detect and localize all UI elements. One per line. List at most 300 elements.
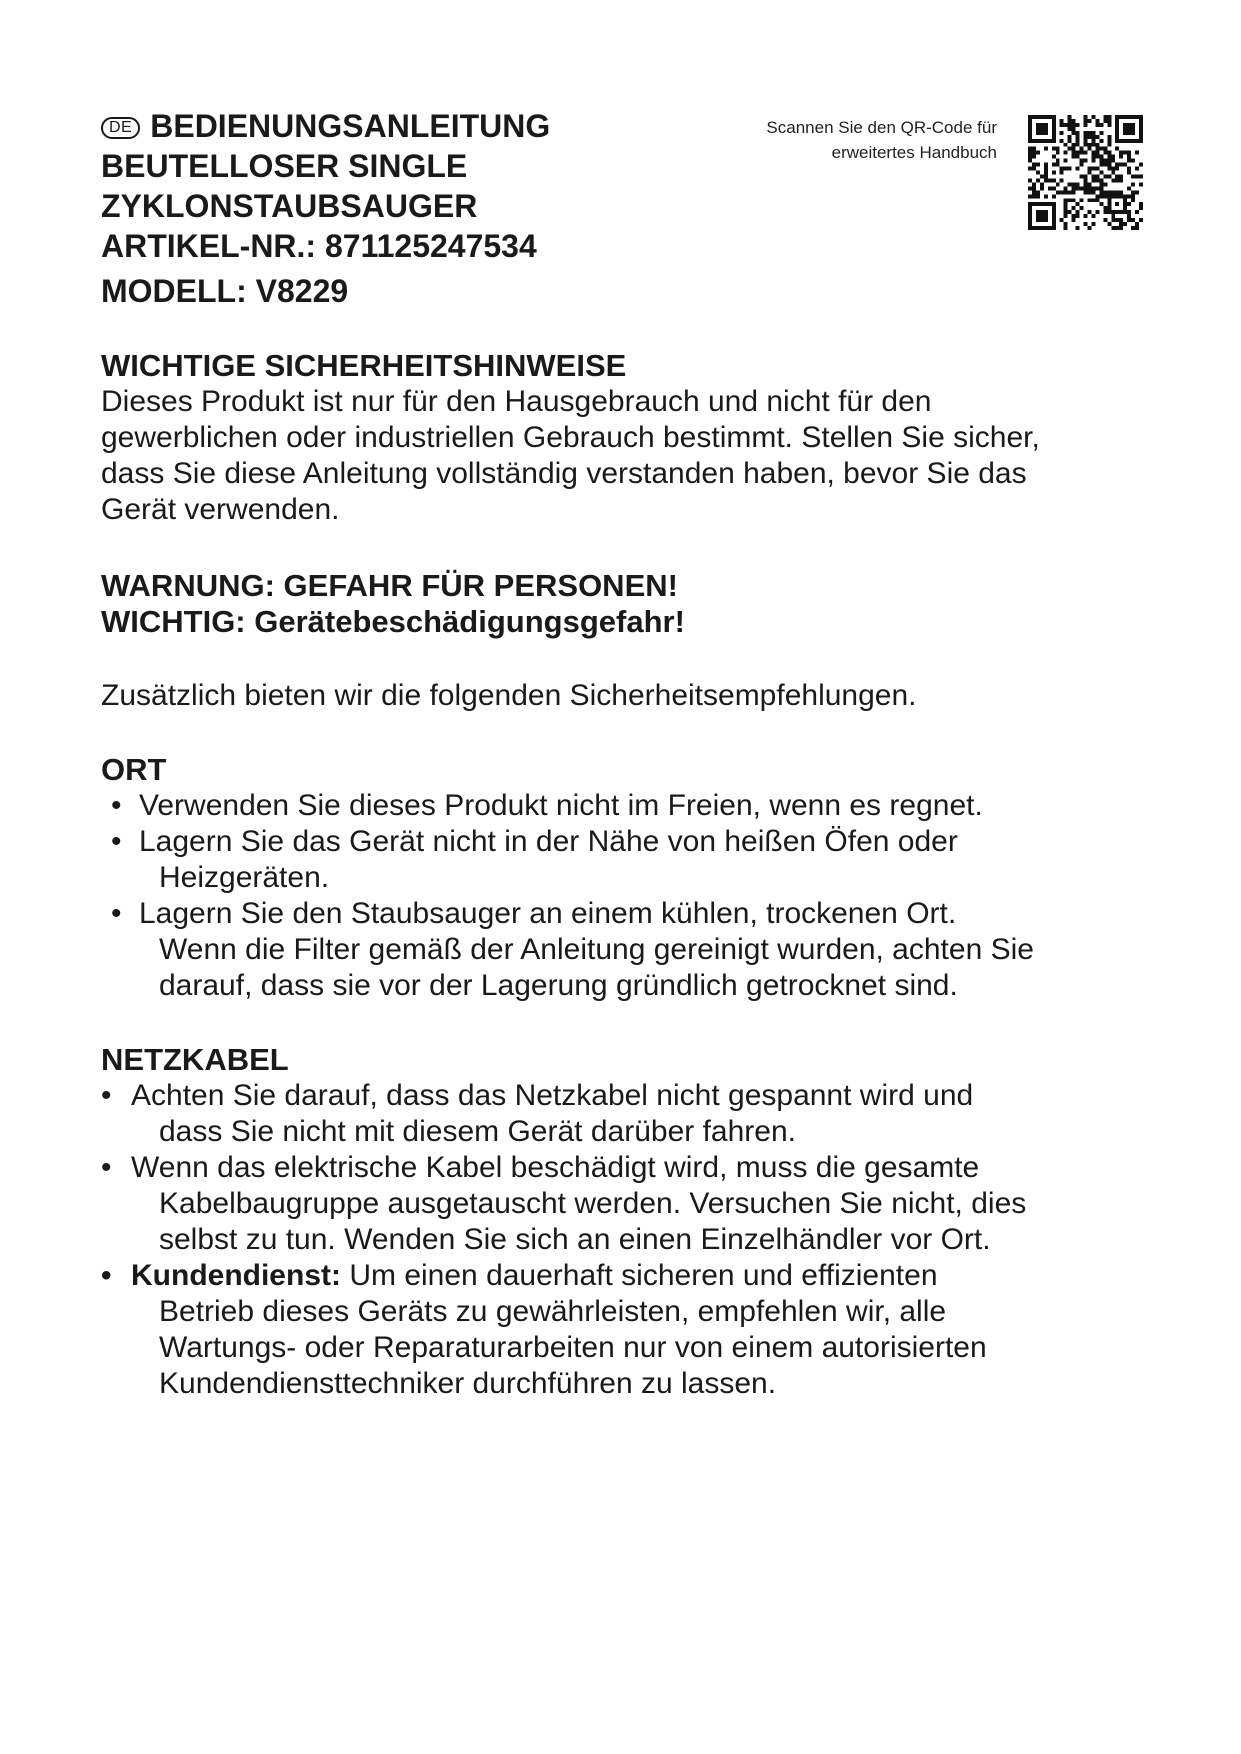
qr-module — [1036, 194, 1040, 198]
title-line-1 — [101, 106, 721, 146]
qr-module — [1115, 226, 1119, 230]
qr-module — [1032, 167, 1036, 171]
qr-module — [1127, 167, 1131, 171]
qr-module — [1103, 159, 1107, 163]
list-item-text: Verwenden Sie dieses Produkt nicht im Freien, wenn es regnet. — [139, 789, 983, 822]
qr-module — [1111, 226, 1115, 230]
qr-module — [1095, 194, 1099, 198]
qr-module — [1060, 171, 1064, 175]
qr-module — [1135, 210, 1139, 214]
intro-text: Zusätzlich bieten wir die folgenden Sicherheitsempfehlungen. — [101, 679, 917, 712]
qr-module — [1127, 194, 1131, 198]
qr-module — [1032, 186, 1036, 190]
qr-module — [1119, 178, 1123, 182]
qr-module — [1076, 214, 1080, 218]
qr-module — [1080, 186, 1084, 190]
qr-module — [1115, 174, 1119, 178]
qr-module — [1068, 127, 1072, 131]
warning-device: WICHTIG: Gerätebeschädigungsgefahr! — [101, 604, 685, 639]
qr-module — [1091, 135, 1095, 139]
qr-module — [1127, 202, 1131, 206]
qr-module — [1107, 174, 1111, 178]
qr-module — [1076, 131, 1080, 135]
qr-module — [1099, 123, 1103, 127]
qr-module — [1084, 131, 1088, 135]
qr-module — [1123, 163, 1127, 167]
qr-module — [1139, 182, 1143, 186]
qr-module — [1087, 171, 1091, 175]
qr-module — [1084, 135, 1088, 139]
qr-module — [1040, 182, 1044, 186]
qr-module — [1115, 218, 1119, 222]
qr-module — [1076, 226, 1080, 230]
qr-module — [1111, 167, 1115, 171]
qr-module — [1080, 159, 1084, 163]
qr-module — [1099, 171, 1103, 175]
qr-module — [1091, 115, 1095, 119]
qr-module — [1115, 163, 1119, 167]
qr-module — [1107, 159, 1111, 163]
qr-module — [1111, 159, 1115, 163]
qr-module — [1115, 178, 1119, 182]
qr-module — [1076, 151, 1080, 155]
qr-module — [1107, 119, 1111, 123]
qr-module — [1099, 178, 1103, 182]
qr-module — [1072, 182, 1076, 186]
qr-module — [1080, 206, 1084, 210]
list-item-continuation: dass Sie nicht mit diesem Gerät darüber fahren. — [159, 1115, 796, 1148]
qr-module — [1076, 167, 1080, 171]
warning-persons: WARNUNG: GEFAHR FÜR PERSONEN! — [101, 568, 678, 603]
qr-module — [1087, 210, 1091, 214]
qr-module — [1095, 210, 1099, 214]
qr-module — [1099, 163, 1103, 167]
qr-module — [1095, 143, 1099, 147]
qr-module — [1111, 214, 1115, 218]
qr-module — [1095, 174, 1099, 178]
qr-module — [1028, 151, 1032, 155]
qr-module — [1107, 163, 1111, 167]
qr-module — [1131, 198, 1135, 202]
qr-module — [1028, 194, 1032, 198]
qr-module — [1040, 174, 1044, 178]
qr-module — [1072, 206, 1076, 210]
ort-list — [101, 788, 1151, 1004]
qr-module — [1119, 190, 1123, 194]
qr-module — [1107, 123, 1111, 127]
article-number: ARTIKEL-NR.: 871125247534 — [101, 228, 537, 264]
list-item-continuation: Wartungs- oder Reparaturarbeiten nur von einem autorisierten — [159, 1331, 987, 1364]
qr-module — [1028, 178, 1032, 182]
service-lead: Kundendienst: — [131, 1259, 341, 1292]
qr-module — [1076, 186, 1080, 190]
qr-module — [1064, 202, 1068, 206]
qr-module — [1040, 186, 1044, 190]
qr-module — [1084, 123, 1088, 127]
qr-module — [1103, 163, 1107, 167]
qr-module — [1135, 226, 1139, 230]
qr-module — [1076, 123, 1080, 127]
qr-module — [1060, 167, 1064, 171]
qr-module — [1084, 186, 1088, 190]
qr-module — [1084, 119, 1088, 123]
list-item-continuation: Wenn die Filter gemäß der Anleitung gereinigt wurden, achten Sie — [159, 933, 1034, 966]
qr-module — [1064, 159, 1068, 163]
qr-module — [1127, 210, 1131, 214]
qr-module — [1091, 186, 1095, 190]
qr-module — [1111, 218, 1115, 222]
qr-module — [1060, 139, 1064, 143]
header-title-block — [101, 106, 721, 311]
qr-module — [1068, 167, 1072, 171]
qr-module — [1076, 155, 1080, 159]
qr-module — [1060, 123, 1064, 127]
qr-module — [1119, 163, 1123, 167]
qr-module — [1072, 127, 1076, 131]
qr-module — [1080, 198, 1084, 202]
spacer — [101, 528, 1151, 568]
qr-module — [1056, 151, 1060, 155]
qr-module — [1087, 143, 1091, 147]
qr-module — [1131, 218, 1135, 222]
qr-module — [1127, 218, 1131, 222]
qr-module — [1119, 155, 1123, 159]
qr-module — [1099, 159, 1103, 163]
qr-module — [1103, 182, 1107, 186]
qr-module — [1087, 198, 1091, 202]
qr-module — [1044, 174, 1048, 178]
qr-module — [1123, 222, 1127, 226]
qr-module — [1084, 222, 1088, 226]
qr-module — [1052, 186, 1056, 190]
qr-module — [1084, 143, 1088, 147]
qr-module — [1119, 218, 1123, 222]
qr-caption — [677, 115, 997, 165]
qr-module — [1080, 174, 1084, 178]
qr-module — [1107, 155, 1111, 159]
qr-module — [1099, 182, 1103, 186]
qr-module — [1084, 151, 1088, 155]
qr-module — [1084, 190, 1088, 194]
qr-module — [1119, 222, 1123, 226]
bullet-icon: • — [111, 789, 122, 822]
qr-module — [1080, 147, 1084, 151]
qr-module — [1072, 123, 1076, 127]
qr-module — [1032, 163, 1036, 167]
qr-module — [1068, 119, 1072, 123]
qr-module — [1076, 143, 1080, 147]
qr-module — [1111, 190, 1115, 194]
qr-module — [1091, 143, 1095, 147]
qr-module — [1127, 186, 1131, 190]
qr-module — [1095, 178, 1099, 182]
qr-module — [1099, 190, 1103, 194]
qr-module — [1127, 151, 1131, 155]
spacer — [101, 640, 1151, 678]
qr-module — [1103, 147, 1107, 151]
list-item — [101, 788, 1151, 824]
qr-module — [1131, 182, 1135, 186]
qr-module — [1139, 206, 1143, 210]
qr-module — [1072, 190, 1076, 194]
bullet-icon: • — [101, 1079, 112, 1112]
qr-module — [1095, 123, 1099, 127]
netzkabel-list — [101, 1078, 1151, 1402]
qr-module — [1068, 147, 1072, 151]
safety-line-1: Dieses Produkt ist nur für den Hausgebrauch und nicht für den — [101, 385, 932, 418]
qr-module — [1135, 222, 1139, 226]
qr-module — [1131, 159, 1135, 163]
list-item-continuation: Kabelbaugruppe ausgetauscht werden. Versuchen Sie nicht, dies — [159, 1187, 1027, 1220]
qr-module — [1103, 206, 1107, 210]
qr-module — [1072, 131, 1076, 135]
qr-module — [1111, 178, 1115, 182]
qr-module — [1068, 198, 1072, 202]
qr-module — [1107, 139, 1111, 143]
qr-module — [1103, 151, 1107, 155]
list-item-service — [101, 1258, 1151, 1402]
qr-module — [1068, 190, 1072, 194]
list-item — [101, 1150, 1151, 1258]
qr-module — [1036, 178, 1040, 182]
qr-module — [1095, 119, 1099, 123]
qr-module — [1135, 190, 1139, 194]
qr-module — [1068, 210, 1072, 214]
list-item-continuation: selbst zu tun. Wenden Sie sich an einen Einzelhändler vor Ort. — [159, 1223, 991, 1256]
model-number: MODELL: V8229 — [101, 273, 349, 309]
qr-module — [1087, 226, 1091, 230]
qr-module — [1107, 115, 1111, 119]
qr-module — [1044, 194, 1048, 198]
qr-module — [1091, 151, 1095, 155]
qr-module — [1091, 178, 1095, 182]
qr-module — [1060, 178, 1064, 182]
qr-module — [1064, 151, 1068, 155]
qr-module — [1091, 214, 1095, 218]
qr-module — [1052, 155, 1056, 159]
qr-module — [1087, 135, 1091, 139]
qr-module — [1076, 202, 1080, 206]
qr-caption-line-2: erweitertes Handbuch — [831, 143, 997, 162]
qr-module — [1048, 186, 1052, 190]
qr-module — [1064, 190, 1068, 194]
qr-module — [1103, 194, 1107, 198]
qr-module — [1111, 171, 1115, 175]
qr-module — [1131, 226, 1135, 230]
qr-module — [1115, 147, 1119, 151]
list-item-text: Lagern Sie das Gerät nicht in der Nähe von heißen Öfen oder — [139, 825, 958, 858]
qr-module — [1044, 163, 1048, 167]
qr-module — [1103, 218, 1107, 222]
qr-module — [1056, 190, 1060, 194]
qr-module — [1115, 190, 1119, 194]
qr-module — [1087, 147, 1091, 151]
qr-module — [1095, 186, 1099, 190]
qr-module — [1028, 147, 1032, 151]
qr-module — [1084, 174, 1088, 178]
qr-module — [1107, 167, 1111, 171]
qr-module — [1107, 143, 1111, 147]
qr-module — [1084, 159, 1088, 163]
list-item-text: Lagern Sie den Staubsauger an einem kühlen, trockenen Ort. — [139, 897, 957, 930]
qr-module — [1036, 151, 1040, 155]
qr-module — [1084, 115, 1088, 119]
qr-module — [1028, 186, 1032, 190]
netzkabel-heading: NETZKABEL — [101, 1042, 289, 1077]
qr-module — [1072, 214, 1076, 218]
qr-module — [1131, 174, 1135, 178]
qr-module — [1107, 222, 1111, 226]
qr-module — [1107, 135, 1111, 139]
safety-line-4: Gerät verwenden. — [101, 493, 340, 526]
bullet-icon: • — [111, 897, 122, 930]
qr-module — [1091, 131, 1095, 135]
qr-module — [1064, 198, 1068, 202]
qr-module — [1107, 190, 1111, 194]
qr-module — [1119, 226, 1123, 230]
qr-module — [1119, 174, 1123, 178]
qr-module — [1139, 218, 1143, 222]
list-item — [101, 896, 1151, 1004]
qr-module — [1064, 226, 1068, 230]
bullet-icon: • — [111, 825, 122, 858]
qr-module — [1084, 182, 1088, 186]
qr-module — [1131, 194, 1135, 198]
qr-module — [1064, 210, 1068, 214]
qr-module — [1036, 190, 1040, 194]
qr-module — [1056, 159, 1060, 163]
qr-module — [1091, 198, 1095, 202]
qr-module — [1080, 163, 1084, 167]
qr-module — [1091, 190, 1095, 194]
qr-module — [1076, 210, 1080, 214]
qr-module — [1032, 194, 1036, 198]
qr-module — [1056, 182, 1060, 186]
qr-module — [1060, 131, 1064, 135]
qr-module — [1076, 182, 1080, 186]
title-line-3: ZYKLONSTAUBSAUGER — [101, 188, 478, 224]
qr-module — [1064, 167, 1068, 171]
qr-module — [1095, 147, 1099, 151]
qr-module — [1103, 119, 1107, 123]
qr-module — [1087, 190, 1091, 194]
qr-module — [1135, 151, 1139, 155]
qr-module — [1139, 202, 1143, 206]
qr-module — [1087, 131, 1091, 135]
qr-module — [1064, 222, 1068, 226]
qr-module — [1028, 167, 1032, 171]
title-line-2: BEUTELLOSER SINGLE — [101, 148, 468, 184]
qr-module — [1064, 186, 1068, 190]
qr-module — [1056, 147, 1060, 151]
qr-module — [1052, 171, 1056, 175]
qr-module — [1072, 151, 1076, 155]
list-item — [101, 824, 1151, 896]
list-item-continuation: Betrieb dieses Geräts zu gewährleisten, empfehlen wir, alle — [159, 1295, 947, 1328]
qr-module — [1095, 151, 1099, 155]
qr-module — [1068, 139, 1072, 143]
qr-module — [1103, 210, 1107, 214]
qr-module — [1107, 151, 1111, 155]
qr-module — [1091, 159, 1095, 163]
list-item — [101, 1078, 1151, 1150]
qr-module — [1091, 167, 1095, 171]
manual-content — [101, 348, 1151, 1402]
qr-module — [1064, 206, 1068, 210]
safety-line-3: dass Sie diese Anleitung vollständig verstanden haben, bevor Sie das — [101, 457, 1027, 490]
qr-module — [1084, 139, 1088, 143]
qr-module — [1099, 147, 1103, 151]
safety-line-2: gewerblichen oder industriellen Gebrauch bestimmt. Stellen Sie sicher, — [101, 421, 1040, 454]
qr-module — [1064, 123, 1068, 127]
qr-module — [1095, 155, 1099, 159]
qr-alignment-mark — [1115, 202, 1119, 206]
qr-module — [1064, 143, 1068, 147]
qr-module — [1052, 178, 1056, 182]
qr-module — [1060, 190, 1064, 194]
qr-module — [1044, 171, 1048, 175]
qr-module — [1091, 222, 1095, 226]
qr-module — [1072, 147, 1076, 151]
qr-module — [1127, 171, 1131, 175]
list-item-text: Um einen dauerhaft sicheren und effizienten — [341, 1259, 938, 1292]
qr-module — [1068, 135, 1072, 139]
qr-module — [1099, 139, 1103, 143]
qr-module — [1095, 198, 1099, 202]
qr-module — [1076, 135, 1080, 139]
qr-module — [1076, 139, 1080, 143]
qr-module — [1068, 123, 1072, 127]
qr-module — [1084, 178, 1088, 182]
qr-module — [1119, 151, 1123, 155]
qr-module — [1127, 159, 1131, 163]
bullet-icon: • — [101, 1151, 112, 1184]
qr-module — [1032, 147, 1036, 151]
qr-caption-line-1: Scannen Sie den QR-Code für — [766, 118, 997, 137]
qr-module — [1080, 151, 1084, 155]
qr-module — [1103, 115, 1107, 119]
qr-module — [1127, 214, 1131, 218]
qr-module — [1103, 190, 1107, 194]
qr-module — [1052, 163, 1056, 167]
qr-module — [1095, 167, 1099, 171]
list-item-continuation: Kundendiensttechniker durchführen zu lassen. — [159, 1367, 777, 1400]
qr-module — [1068, 182, 1072, 186]
qr-module — [1087, 119, 1091, 123]
ort-heading: ORT — [101, 752, 167, 787]
qr-module — [1099, 155, 1103, 159]
qr-module — [1060, 119, 1064, 123]
qr-module — [1087, 167, 1091, 171]
qr-module — [1099, 131, 1103, 135]
qr-module — [1052, 194, 1056, 198]
qr-module — [1044, 178, 1048, 182]
qr-module — [1032, 182, 1036, 186]
qr-module — [1127, 155, 1131, 159]
qr-module — [1072, 119, 1076, 123]
qr-module — [1072, 198, 1076, 202]
qr-module — [1091, 174, 1095, 178]
qr-module — [1044, 147, 1048, 151]
qr-module — [1072, 155, 1076, 159]
qr-module — [1032, 151, 1036, 155]
qr-code-icon — [1028, 115, 1143, 230]
qr-module — [1036, 171, 1040, 175]
spacer — [101, 1004, 1151, 1042]
title-text-1: BEDIENUNGSANLEITUNG — [150, 108, 551, 144]
qr-module — [1084, 214, 1088, 218]
qr-module — [1032, 190, 1036, 194]
